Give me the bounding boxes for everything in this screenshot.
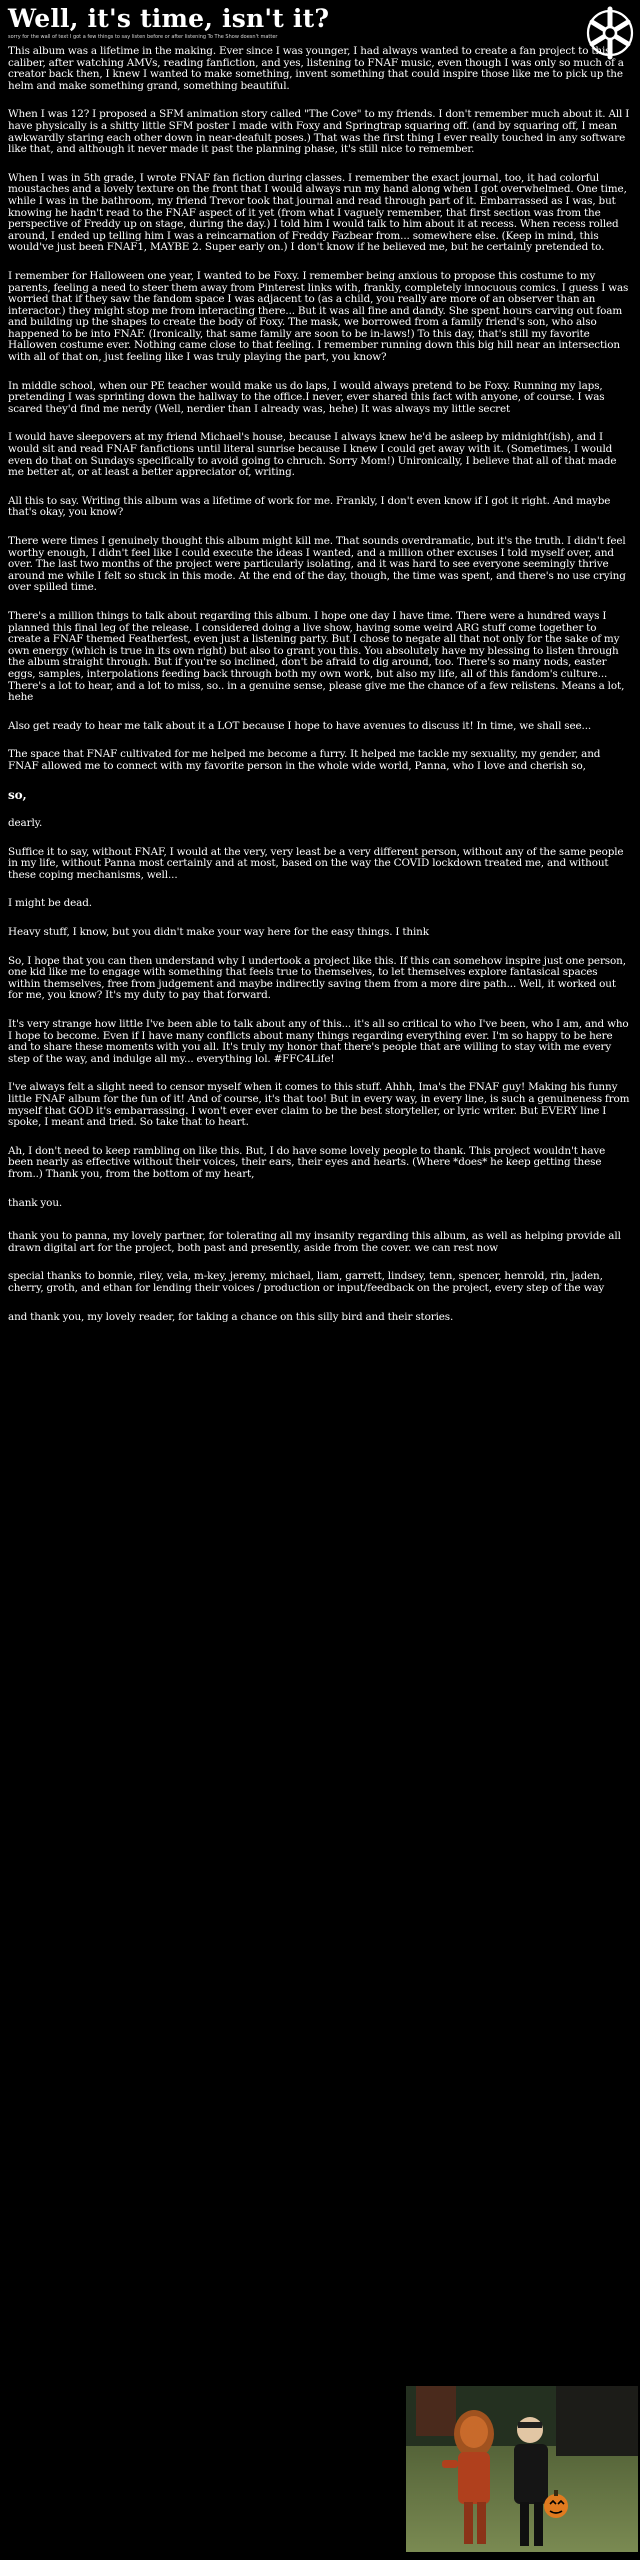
paragraph-thanks-reader: and thank you, my lovely reader, for taking a chance on this silly bird and their stories. <box>8 1310 454 1323</box>
letter-body <box>8 46 632 1340</box>
paragraph-special-thanks: special thanks to bonnie, riley, vela, m-key, jeremy, michael, liam, garrett, lindsey, tenn, spencer, henrold, rin, jaden, cherry, groth, and ethan for lending their voices / production or input/feedback on the project, every step of the way <box>8 1270 605 1294</box>
paragraph: When I was in 5th grade, I wrote FNAF fan fiction during classes. I remember the exact journal, too, it had colorful moustaches and a lovely texture on the front that I would always run my hand along when I got overwhelmed. One time, while I was in the bathroom, my friend Trevor took that journal and read through part of it. Embarrassed as I was, but knowing he hadn't read to the FNAF aspect of it yet (from what I vaguely remember, that first section was from the perspective of Freddy up on stage, during the day.) I told him I would talk to him about it at recess. When recess rolled around, I ended up telling him I was a reincarnation of Freddy Fazbear from... somewhere else. (Keep in mind, this would've just been FNAF1, MAYBE 2. Super early on.) I don't know if he believed me, but he certainly pretended to. <box>8 171 627 254</box>
paragraph: Heavy stuff, I know, but you didn't make your way here for the easy things. I think <box>8 926 429 939</box>
paragraph: All this to say. Writing this album was a lifetime of work for me. Frankly, I don't even know if I got it right. And maybe that's okay, you know? <box>8 494 611 519</box>
paragraph: Ah, I don't need to keep rambling on like this. But, I do have some lovely people to thank. This project wouldn't have been nearly as effective without their voices, their ears, their eyes and hearts. (Where *does* he keep getting these from..) Thank you, from the bottom of my heart, <box>8 1144 606 1180</box>
paragraph: When I was 12? I proposed a SFM animation story called "The Cove" to my friends. I don't remember much about it. All I have physically is a shitty little SFM poster I made with Foxy and Springtrap squaring off. (and by squaring off, I mean awkwardly staring each other down in near-deafult poses.) That was the first thing I ever really touched in any software like that, and although it never made it past the planning phase, it's still nice to remember. <box>8 108 630 156</box>
paragraph: The space that FNAF cultivated for me helped me become a furry. It helped me tackle my sexuality, my gender, and FNAF allowed me to connect with my favorite person in the whole wide world, Panna, who I love and cherish so, <box>8 748 601 772</box>
paragraph: I've always felt a slight need to censor myself when it comes to this stuff. Ahhh, Ima's the FNAF guy! Making his funny little FNAF album for the fun of it! And of course, it's that too! But in every way, in every line, is such a genuineness from myself that GOD it's embarrassing. I won't ever ever claim to be the best storyteller, or lyric writer. But EVERY line I spoke, I meant and tried. So take that to heart. <box>8 1081 630 1129</box>
paragraph: I remember for Halloween one year, I wanted to be Foxy. I remember being anxious to propose this costume to my parents, feeling a need to steer them away from Pinterest links with, frankly, completely innocuous comics. I guess I was worried that if they saw the fandom space I was adjacent to (as a child, you really are more of an observer than an interactor.) they might stop me from interacting there... But it was all fine and dandy. She spent hours carving out foam and building up the shapes to create the body of Foxy. The mask, we borrowed from a family friend's son, who also happened to be into FNAF. (Ironically, that same family are soon to be in-laws!) To this day, that's still my favorite Hallowen costume ever. Nothing came close to that feeling. I remember running down this big hill near an intersection with all of that on, just feeling like I was truly playing the part, you know? <box>8 269 629 364</box>
paragraph-thank-you: thank you. <box>8 1196 63 1209</box>
paragraph: I would have sleepovers at my friend Michael's house, because I always knew he'd be asleep by midnight(ish), and I would sit and read FNAF fanfictions until literal sunrise because I knew I could get away with it. (Sometimes, I would even do that on Sundays specifically to avoid going to chruch. Sorry Mom!) Unironically, I believe that all of that made me better at, or at least a better appreciator of, writing. <box>8 431 617 479</box>
paragraph: There were times I genuinely thought this album might kill me. That sounds overdramatic, but it's the truth. I didn't feel worthy enough, I didn't feel like I could execute the ideas I wanted, and a million other excuses I told myself over, and over. The last two months of the project were particularly isolating, and it was hard to see everyone seemingly thrive around me while I felt so stuck in this mode. At the end of the day, though, the time was spent, and there's no use crying over spilled time. <box>8 535 626 594</box>
paragraph-so: so, <box>8 787 27 802</box>
paragraph: There's a million things to talk about regarding this album. I hope one day I have time. There were a hundred ways I planned this final leg of the release. I considered doing a live show, having some weird ARG stuff come together to create a FNAF themed Featherfest, even just a listening party. But I chose to negate all that not only for the sake of my own energy (which is true in its own right) but also to grant you this. You absolutely have my blessing to listen through the album straight through. But if you're so inclined, don't be afraid to dig around, too. There's so many nods, easter eggs, samples, interpolations feeding back through both my own work, but also my life, all of this fandom's culture... There's a lot to hear, and a lot to miss, so.. in a genuine sense, please give me the chance of a few relistens. Means a lot, hehe <box>8 609 625 704</box>
paragraph-thanks-panna: thank you to panna, my lovely partner, for tolerating all my insanity regarding this album, as well as helping provide all drawn digital art for the project, both past and presently, aside from the cover. we can rest now <box>8 1230 621 1254</box>
paragraph: Also get ready to hear me talk about it a LOT because I hope to have avenues to discuss it! In time, we shall see... <box>8 719 592 732</box>
subtitle-note: sorry for the wall of text I got a few things to say listen before or after listening To The Show doesn't matter <box>8 34 278 40</box>
paragraph: It's very strange how little I've been able to talk about any of this... it's all so critical to who I've been, who I am, and who I hope to become. Even if I have many conflicts about many things regarding everything ever. I'm so happy to be here and to share these moments with you all. It's truly my honor that there's people that are willing to stay with me every step of the way, and indulge all my... everything lol. #FFC4Life! <box>8 1018 629 1065</box>
paragraph: I might be dead. <box>8 897 92 910</box>
paragraph: Suffice it to say, without FNAF, I would at the very, very least be a very different person, without any of the same people in my life, without Panna most certainly and at most, based on the way the COVID lockdown treated me, and without these coping mechanisms, well... <box>8 845 624 881</box>
paragraph: So, I hope that you can then understand why I undertook a project like this. If this can somehow inspire just one person, one kid like me to engage with something that feels true to themselves, to let themselves explore fantasical spaces within themselves, free from judgement and maybe indirectly saving them from a more dire path... Well, it worked out for me, you know? It's my duty to pay that forward. <box>8 954 626 1002</box>
halloween-costume-photo-icon <box>406 2386 638 2552</box>
page-title: Well, it's time, isn't it? <box>8 4 330 33</box>
paragraph: This album was a lifetime in the making. Ever since I was younger, I had always wanted to create a fan project to this caliber, after watching AMVs, reading fanfiction, and yes, listening to FNAF music, even though I was only so much of a creator back then, I knew I wanted to make something, invent something that could inspire those like me to pick up the helm and make something grand, something beautiful. <box>8 45 624 92</box>
paragraph-dearly: dearly. <box>8 817 43 830</box>
paragraph: In middle school, when our PE teacher would make us do laps, I would always pretend to be Foxy. Running my laps, pretending I was sprinting down the hallway to the office.I never, ever shared this fact with anyone, of course. I was scared they'd find me nerdy (Well, nerdier than I already was, hehe) It was always my little secret <box>8 379 605 415</box>
